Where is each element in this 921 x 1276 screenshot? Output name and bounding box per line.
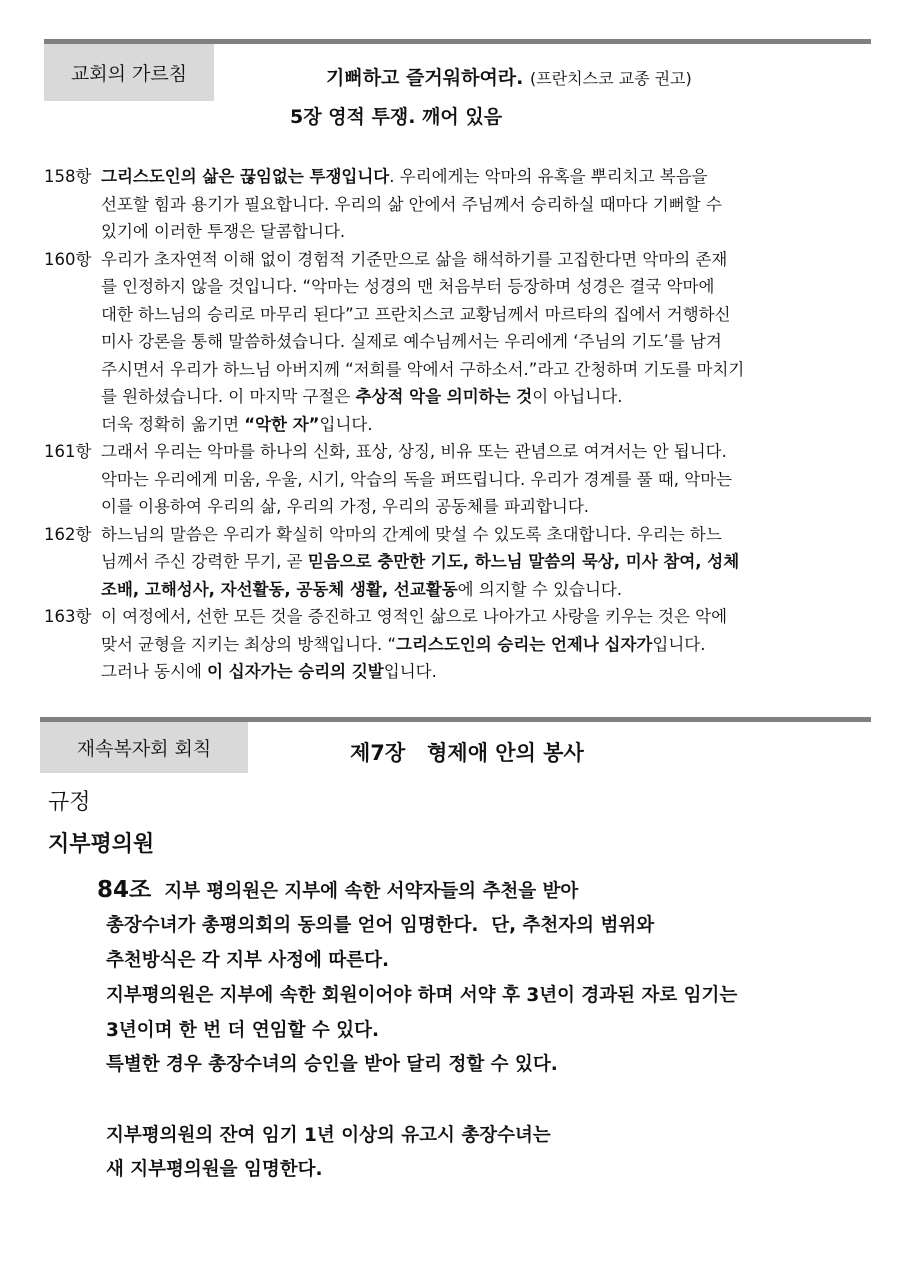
section1-title-note: (프란치스코 교종 권고) bbox=[530, 69, 692, 88]
bold-phrase: 그리스도인의 승리는 언제나 십자가 bbox=[396, 634, 653, 654]
text-run: 이 아닙니다. bbox=[532, 387, 623, 406]
text-line: 주시면서 우리가 하느님 아버지께 “저희를 악에서 구하소서.”라고 간청하며 기도를 마치기 bbox=[101, 359, 745, 379]
paragraph-number: 163항 bbox=[44, 607, 92, 626]
section2-tab bbox=[40, 722, 248, 773]
section1-tab-label: 교회의 가르침 bbox=[70, 63, 188, 85]
paragraph-163 bbox=[44, 603, 874, 686]
text-line bbox=[44, 411, 874, 439]
bold-phrase: 이 십자가는 승리의 깃발 bbox=[207, 662, 384, 681]
paragraph-number: 158항 bbox=[44, 167, 92, 186]
paragraph-number: 160항 bbox=[44, 249, 92, 269]
section1-body bbox=[44, 163, 874, 686]
article-84 bbox=[97, 871, 578, 904]
text-run: 입니다. bbox=[319, 414, 373, 434]
section1-title-text: 기뻐하고 즐거워하여라. bbox=[326, 67, 524, 89]
paragraph-number: 162항 bbox=[44, 524, 92, 544]
text-run: 맞서 균형을 지키는 최상의 방책입니다. “ bbox=[101, 634, 397, 654]
section2-tab-label: 재속복자회 회칙 bbox=[76, 738, 212, 760]
text-run: 그러나 동시에 bbox=[101, 662, 208, 681]
text-line: 선포할 힘과 용기가 필요합니다. 우리의 삶 안에서 주님께서 승리하실 때마다 기뻐할 수 bbox=[101, 194, 722, 214]
text-run: 이 여정에서, 선한 모든 것을 증진하고 영적인 삶으로 나아가고 사랑을 키우는 것은 악에 bbox=[101, 607, 728, 626]
text-line bbox=[44, 576, 874, 604]
text-line: 를 인정하지 않을 것입니다. “악마는 성경의 맨 처음부터 등장하며 성경은 결국 악마에 bbox=[101, 277, 715, 296]
text-run: 하느님의 말씀은 우리가 확실히 악마의 간계에 맞설 수 있도록 초대합니다. 우리는 하느 bbox=[101, 524, 722, 544]
article-line: 새 지부평의원을 임명한다. bbox=[106, 1159, 323, 1180]
article-line: 지부평의원의 잔여 임기 1년 이상의 유고시 총장수녀는 bbox=[106, 1125, 551, 1146]
section1-subtitle: 5장 영적 투쟁. 깨어 있음 bbox=[290, 106, 503, 128]
bold-phrase: “악한 자” bbox=[244, 414, 320, 434]
text-run: 우리가 초자연적 이해 없이 경험적 기준만으로 삶을 해석하기를 고집한다면 악마의 존재 bbox=[101, 249, 728, 269]
text-run: 에 의지할 수 있습니다. bbox=[457, 579, 623, 599]
rule-heading: 지부평의원 bbox=[48, 832, 155, 857]
text-run: 를 원하셨습니다. 이 마지막 구절은 bbox=[101, 387, 356, 406]
text-line: 있기에 이러한 투쟁은 달콤합니다. bbox=[101, 222, 346, 241]
section2-title: 제7장 형제애 안의 봉사 bbox=[350, 741, 584, 765]
text-run: 그래서 우리는 악마를 하나의 신화, 표상, 상징, 비유 또는 관념으로 여겨서는 안 됩니다. bbox=[101, 442, 727, 461]
text-line: 미사 강론을 통해 말씀하셨습니다. 실제로 예수님께서는 우리에게 ‘주님의 기도’를 남겨 bbox=[101, 332, 722, 351]
text-line bbox=[44, 658, 874, 686]
paragraph-160 bbox=[44, 246, 874, 439]
rule-label: 규정 bbox=[48, 790, 91, 815]
text-run: . 우리에게는 악마의 유혹을 뿌리치고 복음을 bbox=[389, 167, 708, 186]
text-line: 대한 하느님의 승리로 마무리 된다”고 프란치스코 교황님께서 마르타의 집에서 거행하신 bbox=[101, 304, 731, 324]
bold-phrase: 그리스도인의 삶은 끊임없는 투쟁입니다 bbox=[101, 167, 390, 186]
article-number: 84조 bbox=[97, 877, 152, 903]
text-run: 더욱 정확히 옮기면 bbox=[101, 414, 245, 434]
paragraph-162 bbox=[44, 521, 874, 604]
bold-phrase: 믿음으로 충만한 기도, 하느님 말씀의 묵상, 미사 참여, 성체 bbox=[307, 552, 740, 571]
article-line: 추천방식은 각 지부 사정에 따른다. bbox=[106, 950, 389, 971]
text-line: 이를 이용하여 우리의 삶, 우리의 가정, 우리의 공동체를 파괴합니다. bbox=[101, 497, 590, 516]
paragraph-158 bbox=[44, 163, 874, 246]
text-line bbox=[44, 383, 874, 411]
article-line: 3년이며 한 번 더 연임할 수 있다. bbox=[106, 1020, 379, 1041]
article-line: 지부평의원은 지부에 속한 회원이어야 하며 서약 후 3년이 경과된 자로 임기는 bbox=[106, 985, 738, 1006]
text-line: 악마는 우리에게 미움, 우울, 시기, 악습의 독을 퍼뜨립니다. 우리가 경계를 풀 때, 악마는 bbox=[101, 469, 733, 489]
section1-title bbox=[326, 63, 692, 90]
text-run: 입니다. bbox=[652, 634, 706, 654]
paragraph-number: 161항 bbox=[44, 442, 92, 461]
section1-tab bbox=[44, 44, 214, 101]
article-line: 총장수녀가 총평의회의 동의를 얻어 임명한다. 단, 추천자의 범위와 bbox=[106, 915, 655, 936]
text-line bbox=[44, 548, 874, 576]
text-run: 입니다. bbox=[383, 662, 437, 681]
article-line: 특별한 경우 총장수녀의 승인을 받아 달리 정할 수 있다. bbox=[106, 1054, 558, 1075]
paragraph-161 bbox=[44, 438, 874, 521]
bold-phrase: 추상적 악을 의미하는 것 bbox=[355, 387, 533, 406]
article-first-line: 지부 평의원은 지부에 속한 서약자들의 추천을 받아 bbox=[164, 881, 579, 902]
text-run: 님께서 주신 강력한 무기, 곧 bbox=[101, 552, 308, 571]
bold-phrase: 조배, 고해성사, 자선활동, 공동체 생활, 선교활동 bbox=[101, 579, 458, 599]
text-line bbox=[44, 631, 874, 659]
